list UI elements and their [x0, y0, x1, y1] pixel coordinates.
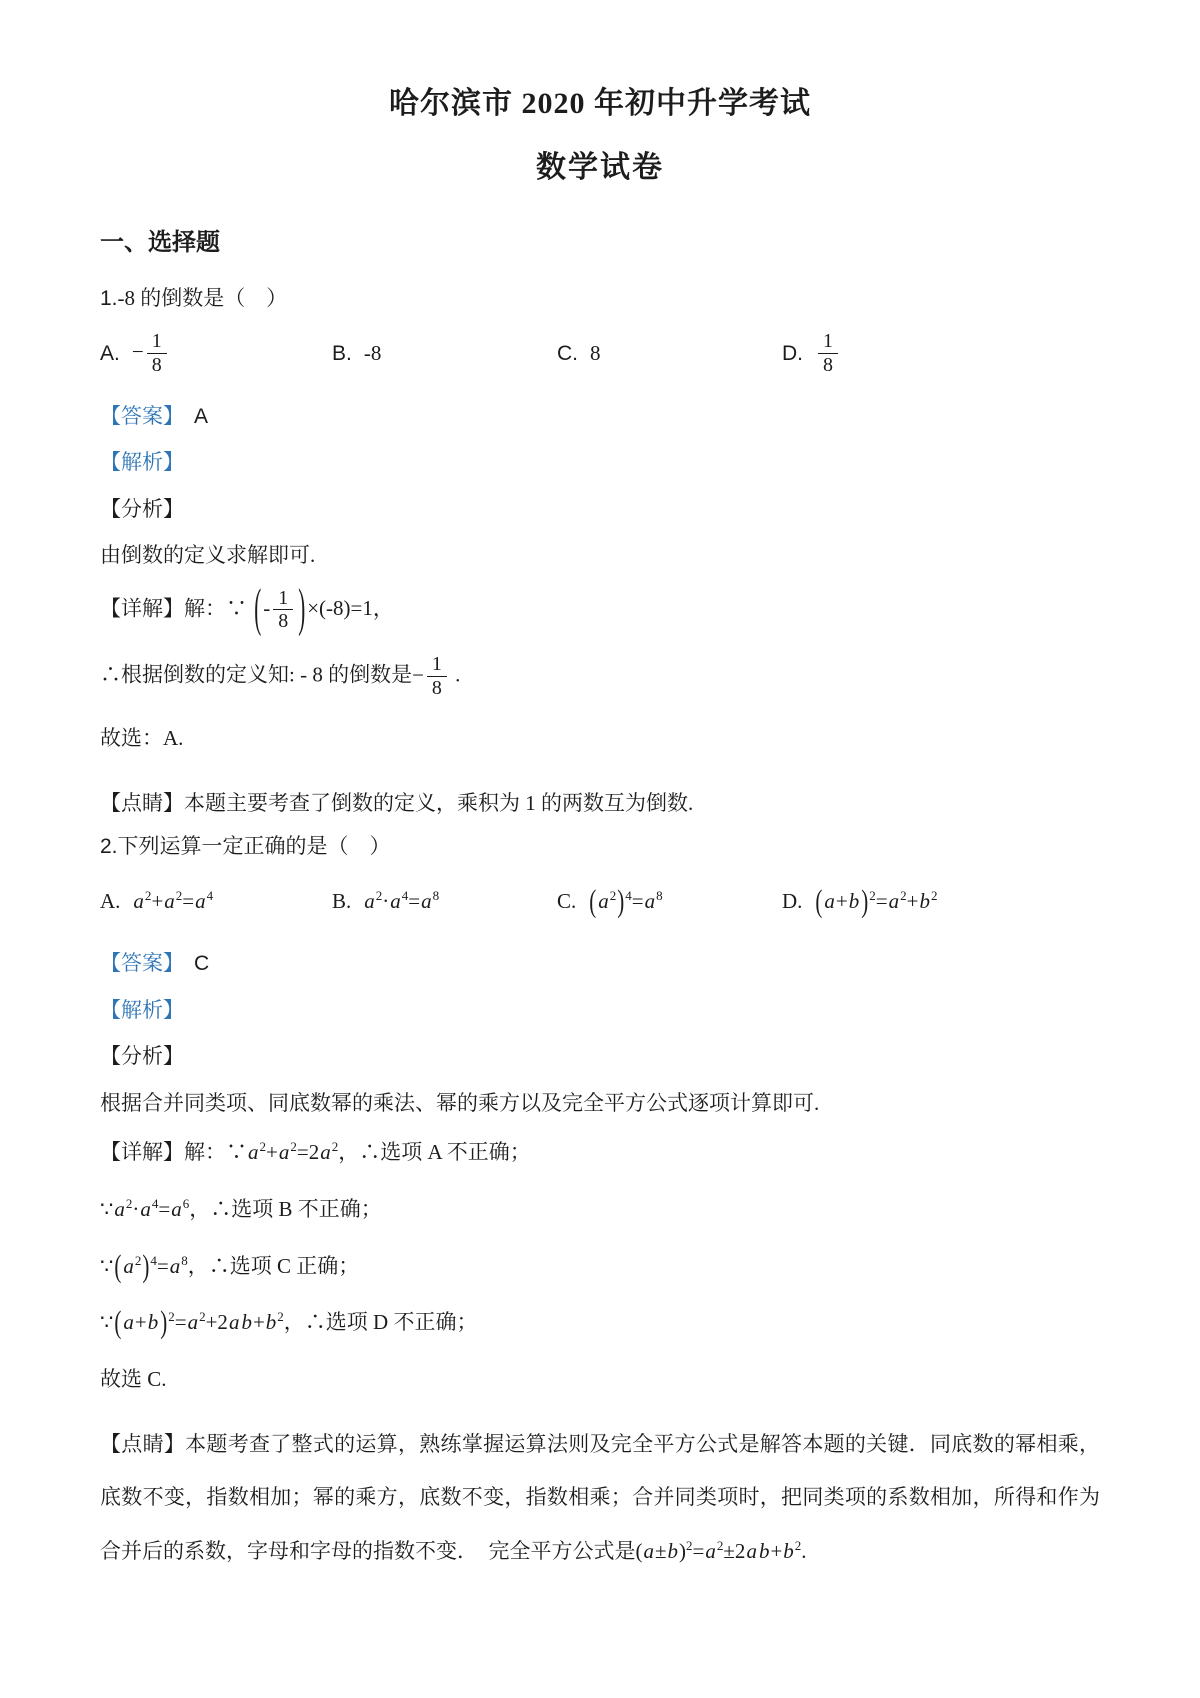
- fenxi-text: 由倒数的定义求解即可.: [100, 543, 316, 567]
- answer-line: [100, 948, 1100, 980]
- text-run: .: [449, 662, 461, 687]
- question-2: [100, 831, 1100, 1579]
- text-run: ，: [372, 595, 394, 620]
- option-math: $(a+b)^2=a^2+b^2$: [815, 882, 938, 919]
- xiangjie-line: [100, 1191, 1100, 1228]
- option-A: [100, 889, 332, 914]
- option-C: [557, 341, 782, 366]
- option-label: C.: [557, 341, 578, 365]
- option-math: − $\frac{1}{8}$: [132, 330, 170, 377]
- option-math: 8: [590, 341, 601, 365]
- math-expression: − $\frac{1}{8}$: [412, 663, 450, 687]
- option-math: -8: [363, 341, 382, 365]
- document-subtitle: 数学试卷: [536, 151, 664, 184]
- text-run: .: [801, 1538, 807, 1563]
- option-B: [332, 889, 557, 914]
- answer-line: [100, 401, 1100, 433]
- document-title: 哈尔滨市 2020 年初中升学考试: [389, 87, 811, 120]
- options-row: [100, 327, 1100, 381]
- question-number: 1.: [100, 287, 118, 310]
- questions-container: [100, 283, 1100, 1578]
- fenxi-label: 【分析】: [100, 496, 184, 521]
- text-run: 本题考查了整式的运算，熟练掌握运算法则及完全平方公式是解答本题的关键．同底数的幂相乘，底数不变，指数相加；幂的乘方，底数不变，指数相乘；合并同类项时，把同类项的系数相加，所得和作为合并后的系数，字母和字母的指数不变． 完全平方公式是: [100, 1431, 1101, 1563]
- jiexi-label: 【解析】: [100, 997, 184, 1022]
- text-run: 解：∵: [184, 595, 253, 620]
- text-run: 故选 C.: [100, 1367, 167, 1392]
- math-expression: $(a^2)^4=a^8$: [114, 1247, 188, 1284]
- option-math: $a^2\cdot a^4=a^8$: [364, 887, 440, 913]
- jiexi-label: 【解析】: [100, 450, 184, 474]
- option-D: [782, 330, 1100, 377]
- option-label: C.: [557, 888, 577, 913]
- math-expression: $(a\pm b)^2=a^2\pm 2ab+b^2$: [635, 1537, 802, 1563]
- dianjing-label: 【点睛】: [100, 1431, 186, 1456]
- question-number: 2.: [100, 834, 118, 858]
- dianjing-paragraph: [100, 1418, 1100, 1579]
- math-expression: $(a+b)^2=a^2+2ab+b^2$: [114, 1304, 284, 1341]
- fenxi-text: 根据合并同类项、同底数幂的乘法、幂的乘方以及完全平方公式逐项计算即可.: [100, 1090, 820, 1115]
- math-expression: $a^2+a^2=2a^2$: [248, 1139, 339, 1165]
- math-expression: $a^2\cdot a^4=a^6$: [114, 1195, 190, 1221]
- text-run: 故选：A.: [100, 726, 184, 751]
- xiangjie-label: 【详解】: [100, 595, 184, 620]
- answer-label: 【答案】: [100, 951, 184, 976]
- text-run: 解：∵: [184, 1140, 247, 1165]
- option-label: B.: [332, 341, 352, 365]
- option-math: $\frac{1}{8}$: [815, 330, 841, 377]
- answer-value: C: [194, 952, 210, 976]
- text-run: ∵: [100, 1196, 114, 1221]
- option-label: D.: [782, 341, 803, 365]
- option-B: [332, 341, 557, 366]
- xiangjie-line: [100, 1248, 1100, 1285]
- text-run: ，∴选项 D 不正确；: [283, 1310, 478, 1335]
- option-D: [782, 882, 1100, 919]
- option-A: [100, 330, 332, 377]
- option-label: B.: [332, 888, 352, 913]
- text-run: ∵: [100, 1253, 114, 1278]
- option-label: A.: [100, 888, 121, 913]
- xiangjie-line: [100, 720, 1100, 757]
- option-C: [557, 882, 782, 919]
- question-1: [100, 283, 1100, 831]
- option-math: $(a^2)^4=a^8$: [589, 882, 663, 919]
- xiangjie-line: [100, 653, 1100, 700]
- text-run: ，∴选项 B 不正确；: [189, 1196, 382, 1221]
- section-heading: 一、选择题: [100, 230, 220, 256]
- text-run: 本题主要考查了倒数的定义，乘积为 1 的两数互为倒数.: [184, 791, 694, 815]
- option-math: $a^2+a^2=a^4$: [133, 887, 214, 913]
- answer-value: A: [194, 404, 209, 428]
- text-run: ∵: [100, 1310, 114, 1335]
- options-row: [100, 874, 1100, 928]
- xiangjie-line: [100, 1304, 1100, 1341]
- fenxi-label: 【分析】: [100, 1044, 184, 1069]
- text-run: ∴根据倒数的定义知: - 8 的倒数是: [100, 662, 413, 687]
- question-text: -8 的倒数是（ ）: [117, 286, 288, 310]
- answer-label: 【答案】: [100, 403, 184, 428]
- math-expression: (- $\frac{1}{8}$ )×(-8)=1: [254, 577, 373, 638]
- question-stem: [100, 283, 1100, 315]
- option-label: A.: [100, 341, 120, 365]
- dianjing-label: 【点睛】: [100, 791, 184, 815]
- option-label: D.: [782, 888, 803, 913]
- question-stem: [100, 831, 1100, 863]
- xiangjie-line: [100, 577, 1100, 638]
- xiangjie-line: [100, 1361, 1100, 1398]
- text-run: ，∴选项 C 正确；: [187, 1253, 360, 1278]
- question-text: 下列运算一定正确的是（ ）: [117, 833, 391, 858]
- text-run: ，∴选项 A 不正确；: [338, 1140, 531, 1165]
- xiangjie-label: 【详解】: [100, 1140, 184, 1165]
- dianjing-paragraph: [100, 777, 1100, 831]
- xiangjie-line: [100, 1134, 1100, 1171]
